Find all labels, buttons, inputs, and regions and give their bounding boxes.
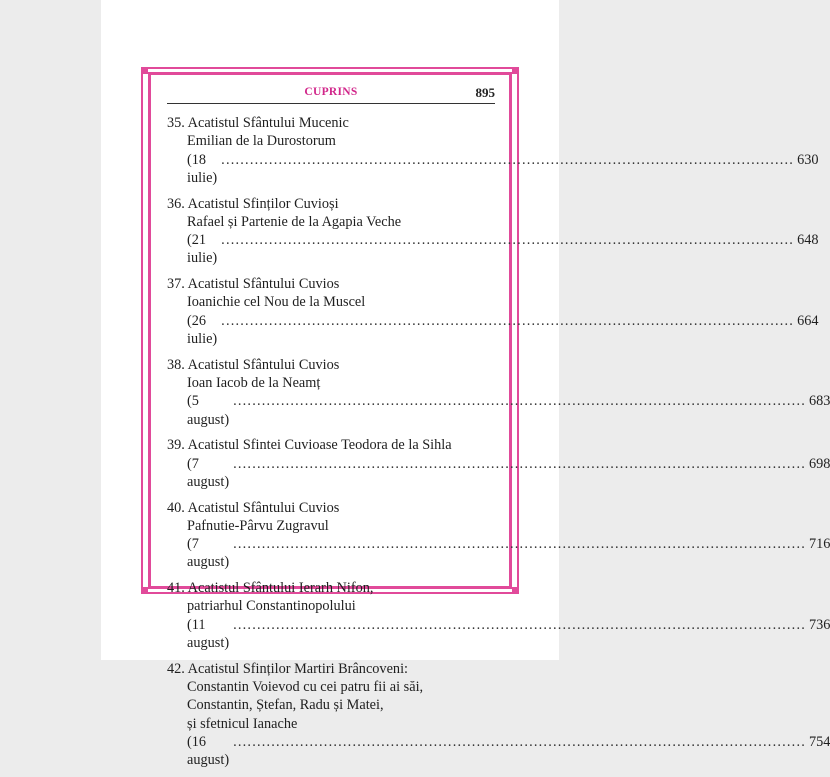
border-corner-ornament — [512, 69, 517, 74]
toc-entry-date-row — [167, 231, 819, 268]
toc-entry — [167, 195, 819, 268]
toc-entry-date: (7 august) — [187, 536, 230, 571]
toc-entry-date-row — [167, 151, 819, 188]
border-corner-ornament — [143, 69, 148, 74]
toc-entry-page: 683 — [809, 393, 830, 410]
toc-entry-date: (5 august) — [187, 393, 230, 428]
toc-entry-title-line: Emilian de la Durostorum — [187, 133, 336, 150]
toc-entry-page: 630 — [797, 151, 819, 168]
dot-leader: ........................................................................................................................ — [233, 536, 806, 553]
toc-entry-title-line: Constantin Voievod cu cei patru fii ai săi, — [187, 679, 424, 696]
dot-leader: ........................................................................................................................ — [233, 733, 806, 750]
toc-entry — [167, 436, 830, 491]
toc-entry-title-line: 40. Acatistul Sfântului Cuvios — [167, 499, 340, 516]
dot-leader: ........................................................................................................................ — [221, 232, 795, 249]
toc-entry-date: (18 iulie) — [187, 151, 218, 186]
toc-entry-page: 664 — [797, 312, 819, 329]
dot-leader: ........................................................................................................................ — [221, 151, 795, 168]
page-number: 895 — [475, 85, 495, 100]
border-corner-ornament — [143, 587, 148, 592]
toc-entry-title-line: 35. Acatistul Sfântului Mucenic — [167, 115, 349, 131]
toc-entry — [167, 579, 830, 652]
toc-entry-page: 648 — [797, 232, 819, 249]
toc-entry — [167, 114, 819, 187]
toc-entry-title-line: 38. Acatistul Sfântului Cuvios — [167, 356, 340, 373]
toc-entry-title-line: Rafael și Partenie de la Agapia Veche — [187, 213, 402, 230]
toc-entry-page: 698 — [809, 455, 830, 472]
toc-entry-title-line: 42. Acatistul Sfinților Martiri Brâncoveni: — [167, 660, 409, 677]
border-corner-ornament — [512, 587, 517, 592]
toc-entry-date-row — [167, 455, 830, 492]
toc-entry-date: (26 iulie) — [187, 312, 218, 348]
toc-entry-title-line: Constantin, Ștefan, Radu și Matei, — [187, 697, 384, 714]
toc-entry-title-line: Ioanichie cel Nou de la Muscel — [187, 294, 366, 311]
toc-entry-title-line: și sfetnicul Ianache — [187, 715, 298, 732]
toc-entry-date-row — [167, 616, 830, 653]
toc-entry-title-line: 36. Acatistul Sfinților Cuvioși — [167, 195, 339, 212]
dot-leader: ........................................................................................................................ — [233, 455, 806, 472]
toc-entry-date-row — [167, 733, 830, 770]
toc-entry-page: 716 — [809, 536, 830, 553]
dot-leader: ........................................................................................................................ — [233, 393, 806, 410]
toc-entry-title-line: Pafnutie-Pârvu Zugravul — [187, 517, 329, 534]
toc-entry — [167, 275, 819, 348]
toc-entry-date: (21 iulie) — [187, 232, 218, 267]
running-header — [167, 86, 495, 102]
toc-entry-date-row — [167, 535, 830, 572]
header-rule — [167, 103, 495, 104]
toc-entry-title-line: 41. Acatistul Sfântului Ierarh Nifon, — [167, 580, 374, 597]
section-title: CUPRINS — [304, 86, 358, 98]
toc-entry — [167, 660, 830, 770]
dot-leader: ........................................................................................................................ — [233, 616, 806, 633]
toc-entry-title-line: Ioan Iacob de la Neamț — [187, 375, 321, 392]
dot-leader: ........................................................................................................................ — [221, 312, 795, 329]
toc-entry-title-line: patriarhul Constantinopolului — [187, 598, 356, 615]
toc-entry-page: 754 — [809, 733, 830, 750]
toc-entry-date-row — [167, 312, 819, 349]
toc-entry — [167, 356, 830, 429]
table-of-contents — [167, 114, 830, 777]
toc-entry-page: 736 — [809, 616, 830, 633]
toc-entry-date: (7 august) — [187, 455, 230, 490]
toc-entry-title-line: 37. Acatistul Sfântului Cuvios — [167, 276, 340, 293]
toc-entry-date: (16 august) — [187, 733, 230, 769]
toc-entry-date-row — [167, 392, 830, 429]
toc-entry-title-line: 39. Acatistul Sfintei Cuvioase Teodora de la Sihla — [167, 437, 452, 454]
toc-entry — [167, 499, 830, 572]
toc-entry-date: (11 august) — [187, 616, 230, 652]
